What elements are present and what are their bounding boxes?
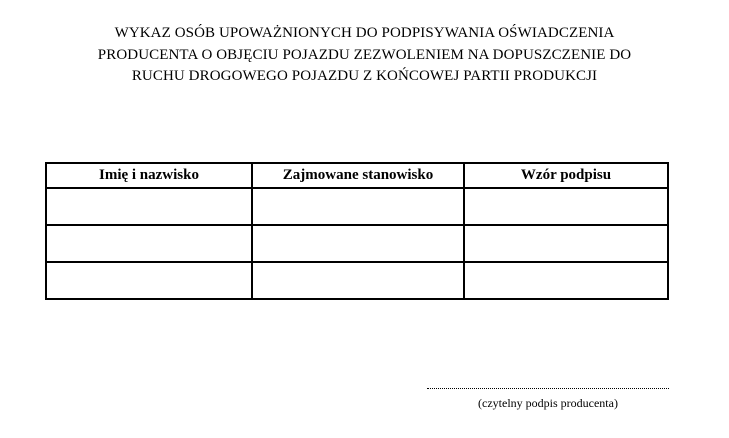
signature-dotted-line[interactable] [427,376,669,389]
signature-caption: (czytelny podpis producenta) [478,396,618,410]
column-header-name: Imię i nazwisko [46,163,252,188]
table-row [46,262,668,299]
name-cell[interactable] [46,225,252,262]
document-title-line-3: RUCHU DROGOWEGO POJAZDU Z KOŃCOWEJ PARTII PRODUKCJI [131,68,598,84]
column-header-signature-specimen: Wzór podpisu [464,163,668,188]
position-cell[interactable] [252,188,464,225]
column-header-position: Zajmowane stanowisko [252,163,464,188]
document-title [20,23,709,88]
authorized-persons-table [45,162,669,300]
table-header-row [46,163,668,188]
name-cell[interactable] [46,262,252,299]
producer-signature-block [427,376,669,410]
position-cell[interactable] [252,225,464,262]
position-cell[interactable] [252,262,464,299]
signature-specimen-cell[interactable] [464,225,668,262]
table-row [46,225,668,262]
signature-specimen-cell[interactable] [464,262,668,299]
table-row [46,188,668,225]
name-cell[interactable] [46,188,252,225]
document-title-line-1: WYKAZ OSÓB UPOWAŻNIONYCH DO PODPISYWANIA OŚWIADCZENIA [114,25,615,41]
signature-specimen-cell[interactable] [464,188,668,225]
document-title-line-2: PRODUCENTA O OBJĘCIU POJAZDU ZEZWOLENIEM NA DOPUSZCZENIE DO [97,46,632,63]
